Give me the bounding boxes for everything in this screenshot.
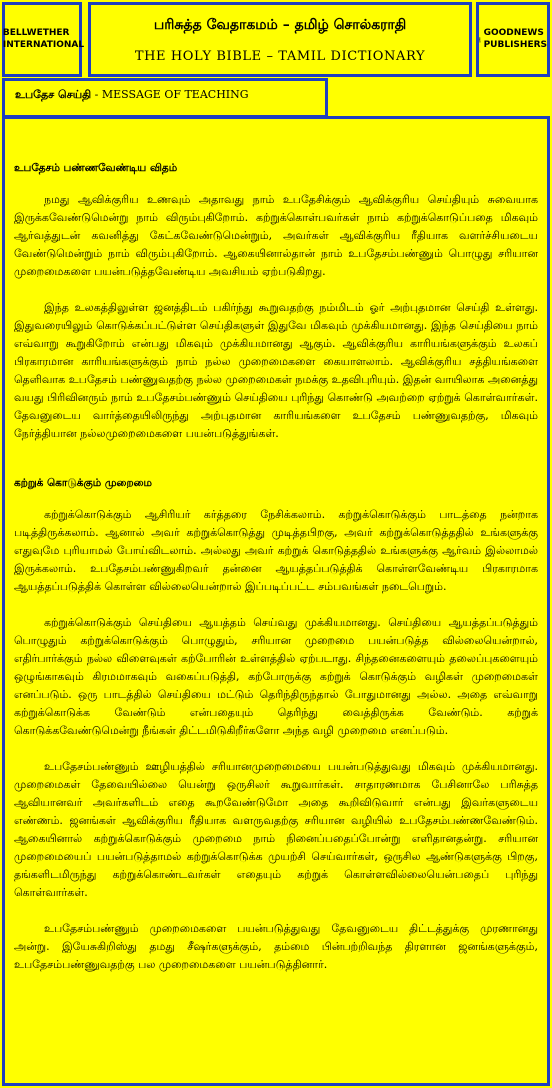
bellwether-logo	[2, 2, 85, 77]
logo-right-line1: GOODNEWS	[483, 28, 544, 39]
logo-left-line1: BELLWETHER	[2, 28, 70, 39]
section-title-english: - MESSAGE OF TEACHING	[94, 88, 249, 101]
paragraph-5: உபதேசம்பண்ணும் ஊழியத்தில் சரியானமுறைமையை பயன்படுத்துவது மிகவும் முக்கியமானது. முறைமைகள் தேவையில்லை யென்று ஒருசிலர் கூறுவார்கள். சாதாரணமாக பேசினாலே பரிசுத்த ஆவியானவர் அவர்களிடம் எதை கூறவேண்டுமோ அதை கூறிவிடுவார் என்பது இவர்களுடைய எண்ணம். ஜனங்கள் ஆவிக்குரிய ரீதியாக வளருவதற்கு சரியான வழியில் உபதேசம்பண்ணவேண்டும். ஆகையினால் கற்றுக்கொடுக்கும் முறைமை நாம் நினைப்பதைப்போன்று எளிதானதன்று. சரியான முறைமையைப் பயன்படுத்தாமல் கற்றுக்கொடுக்க முயற்சி செய்வார்கள், ஒருசில ஆண்டுகளுக்கு பிறகு, தங்களிடமிருந்து கற்றுக்கொண்டவர்கள் எதையும் கற்றுக் கொள்ளவில்லையென்பதைப் புரிந்து கொள்வார்கள்.	[14, 760, 538, 899]
paragraph-1: நமது ஆவிக்குரிய உணவும் அதாவது நாம் உபதேசிக்கும் ஆவிக்குரிய செய்தியும் சுவையாக இருக்கவேண்டுமென்று நாம் விரும்புகிறோம். கற்றுக்கொள்பவர்கள் நாம் கற்றுக்கொடுப்பதை மிகவும் ஆர்வத்துடன் கவனித்து கேட்கவேண்டுமென்றும், அவர்கள் ஆவிக்குரிய ரீதியாக வளர்ச்சியடைய வேண்டுமென்றும் நாம் விரும்புகிறோம். ஆகையினால்தான் நாம் உபதேசம்பண்ணும் பொழுது சரியான முறைமைகளை பயன்படுத்தவேண்டிய அவசியம் ஏற்படுகிறது.	[14, 193, 538, 278]
paragraph-2: இந்த உலகத்திலுள்ள ஜனத்திடம் பகிர்ந்து கூறுவதற்கு நம்மிடம் ஓர் அற்புதமான செய்தி உள்ளது. இதுவரையிலும் கொடுக்கப்பட்டுள்ள செய்திகளுள் இதுவே மிகவும் முக்கியமானது. இந்த செய்தியை நாம் எவ்வாறு கூறுகிறோம் என்பது மிகவும் முக்கியமானது ஆகும். ஆவிக்குரிய காரியங்களுக்கும் உலகப் பிரகாரமான காரியங்களுக்கும் நாம் நல்ல முறைமைகளை கையாளலாம். ஆவிக்குரிய சத்தியங்களை தெளிவாக உபதேசம் பண்ணுவதற்கு நல்ல முறைமைகள் நமக்கு உதவிபுரியும். இதன் வாயிலாக அனைத்து வயது பிரிவினரும் நாம் உபதேசம்பண்ணும் செய்தியை புரிந்து கொண்டு அவற்றை ஏற்றுக் கொள்வார்கள். தேவனுடைய வார்த்தையிலிருந்து அற்புதமான காரியங்களை உபதேசம் பண்ணுவதற்கு, மிகவும் நேர்த்தியான நல்லமுறைமைகளை பயன்படுத்துங்கள்.	[14, 301, 538, 440]
section-tab	[2, 78, 328, 118]
heading-teaching-method: உபதேசம் பண்ணவேண்டிய விதம்	[14, 162, 178, 174]
bellwether-logo-text	[3, 28, 84, 51]
figure-icon	[479, 22, 481, 58]
heading-teaching-approach: கற்றுக் கொடுக்கும் முறைமை	[14, 477, 152, 489]
paragraph-3: கற்றுக்கொடுக்கும் ஆசிரியர் கர்த்தரை நேசிக்கலாம். கற்றுக்கொடுக்கும் பாடத்தை நன்றாக படித்திருக்கலாம். ஆனால் அவர் கற்றுக்கொடுத்து முடித்தபிறகு, அவர் கற்றுக்கொடுத்ததில் உங்களுக்கு எதுவுமே புரியாமல் போய்விடலாம். அல்லது அவர் கற்றுக் கொடுத்ததில் உங்களுக்கு ஆர்வம் இல்லாமல் இருக்கலாம். உபதேசம்பண்ணுகிறவர் தன்னை ஆயத்தப்படுத்திக் கொள்ளவேண்டிய பிரகாரமாக ஆயத்தப்படுத்திக் கொள்ள வில்லையென்றால் இப்படிப்பட்ட சம்பவங்கள் நடைபெறும்.	[14, 508, 538, 593]
header-banner	[88, 2, 472, 77]
section-title-tamil: உபதேச செய்தி	[15, 88, 92, 101]
title-tamil: பரிசுத்த வேதாகமம் – தமிழ் சொல்கராதி	[153, 17, 407, 33]
goodnews-logo	[476, 2, 550, 77]
paragraph-4: கற்றுக்கொடுக்கும் செய்தியை ஆயத்தம் செய்வது முக்கியமானது. செய்தியை ஆயத்தப்படுத்தும் பொழுதும் கற்றுக்கொடுக்கும் பொழுதும், சரியான முறைமை பயன்படுத்த வில்லையென்றால், எதிர்பார்க்கும் நல்ல விளைவுகள் கற்போரின் உள்ளத்தில் ஏற்படாது. சிந்தனைகளையும் தலைப்புகளையும் ஒழுங்காகவும் கிரமமாகவும் வகைப்படுத்தி, கற்போருக்கு கற்றுக் கொடுக்கும் வழிகள் முறைமைகள் எனப்படும். ஒரு பாடத்தில் செய்தியை மட்டும் தெரிந்திருந்தால் போதுமானது அல்ல. அதை எவ்வாறு கற்றுக்கொடுக்க வேண்டும் என்பதையும் தெரிந்து வைத்திருக்க வேண்டும். கற்றுக் கொடுக்கவேண்டுமென்று நீங்கள் திட்டமிடுகிறீர்களோ அந்த வழி முறைமை எனப்படும்.	[14, 616, 538, 737]
logo-right-line2: PUBLISHERS	[483, 39, 547, 50]
goodnews-logo-text	[484, 28, 547, 51]
article-body	[14, 162, 538, 974]
logo-left-line2: INTERNATIONAL	[2, 39, 85, 50]
paragraph-6: உபதேசம்பண்ணும் முறைமைகளை பயன்படுத்துவது தேவனுடைய திட்டத்துக்கு முரணானது அன்று. இயேசுகிறிஸ்து தமது சீஷர்களுக்கும், தம்மை பின்பற்றிவந்த திரளான ஜனங்களுக்கும், உபதேசம்பண்ணுவதற்கு பல முறைமைகளை பயன்படுத்தினார்.	[14, 922, 538, 971]
title-english: THE HOLY BIBLE – TAMIL DICTIONARY	[134, 49, 426, 64]
